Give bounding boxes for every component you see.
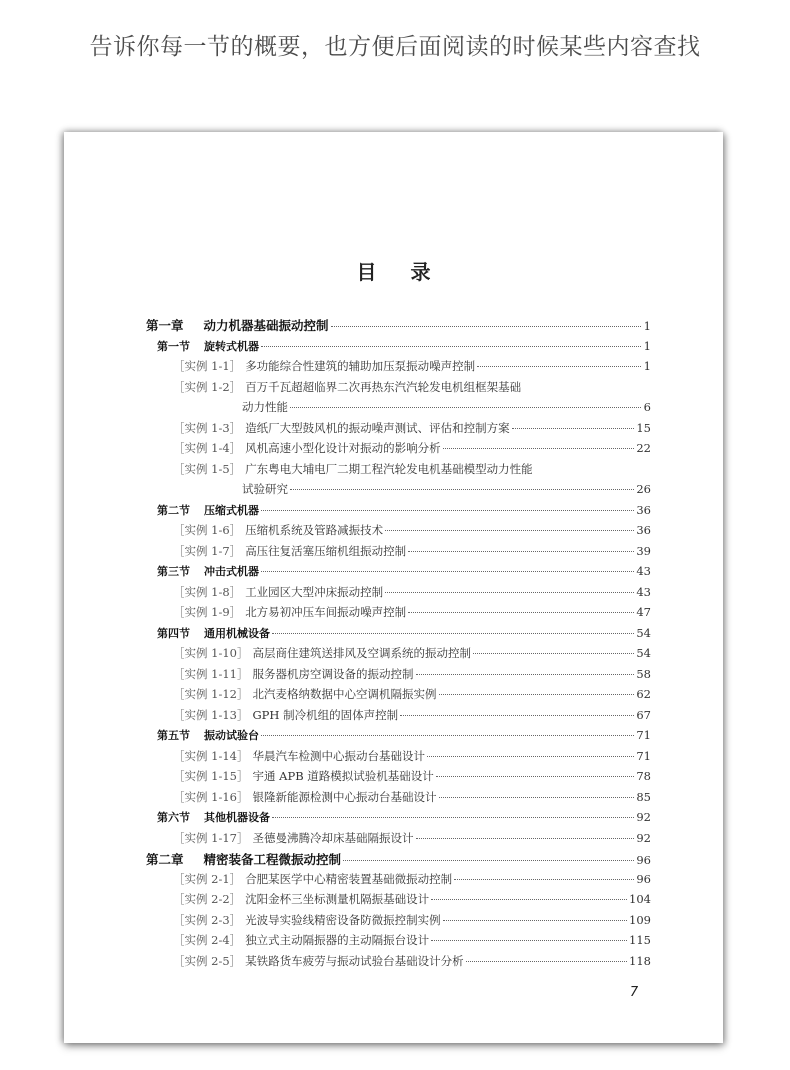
example-tag: ［实例 1-15］	[173, 769, 249, 783]
page-ref: 54	[636, 626, 651, 640]
toc-example[interactable]	[173, 789, 651, 807]
example-title: 合肥某医学中心精密装置基础微振动控制	[245, 872, 453, 886]
example-title: 宇通 APB 道路模拟试验机基础设计	[252, 769, 434, 783]
dot-leader	[261, 735, 634, 736]
example-tag: ［实例 1-6］	[173, 523, 242, 537]
example-tag: ［实例 1-11］	[173, 667, 249, 681]
toc-example[interactable]	[173, 953, 651, 971]
dot-leader	[439, 797, 635, 798]
example-tag: ［实例 1-5］	[173, 462, 242, 476]
toc-example[interactable]	[173, 645, 651, 663]
toc-example[interactable]	[173, 379, 651, 397]
example-tag: ［实例 1-17］	[173, 831, 249, 845]
dot-leader	[343, 860, 634, 861]
chapter-title: 精密装备工程微振动控制	[203, 852, 342, 867]
toc-section[interactable]	[157, 625, 651, 643]
page-ref: 78	[636, 769, 651, 783]
dot-leader	[385, 592, 634, 593]
example-tag: ［实例 1-12］	[173, 687, 249, 701]
example-title: 银隆新能源检测中心振动台基础设计	[252, 790, 437, 804]
dot-leader	[408, 551, 634, 552]
example-tag: ［实例 1-8］	[173, 585, 242, 599]
toc-example[interactable]	[173, 830, 651, 848]
toc-example[interactable]	[173, 420, 651, 438]
section-number: 第一节	[157, 340, 190, 353]
section-number: 第四节	[157, 627, 190, 640]
example-tag: ［实例 1-4］	[173, 441, 242, 455]
toc-example[interactable]	[173, 932, 651, 950]
example-title: 华晨汽车检测中心振动台基础设计	[252, 749, 425, 763]
dot-leader	[400, 715, 634, 716]
example-title: 沈阳金杯三坐标测量机隔振基础设计	[245, 892, 430, 906]
example-title: GPH 制冷机组的固体声控制	[252, 708, 399, 722]
example-title: 某铁路货车疲劳与振动试验台基础设计分析	[245, 954, 464, 968]
toc-example[interactable]	[173, 768, 651, 786]
page-ref: 1	[643, 359, 651, 373]
example-title: 广东粤电大埔电厂二期工程汽轮发电机基础模型动力性能	[245, 462, 533, 476]
toc-example[interactable]	[173, 358, 651, 376]
page-ref: 118	[629, 954, 651, 968]
toc-section[interactable]	[157, 502, 651, 520]
page-ref: 36	[636, 523, 651, 537]
toc-section[interactable]	[157, 563, 651, 581]
example-title-continued: 动力性能	[242, 400, 288, 414]
example-title: 北方易初冲压车间振动噪声控制	[245, 605, 407, 619]
page-ref: 1	[643, 319, 651, 333]
example-title: 光波导实验线精密设备防微振控制实例	[245, 913, 441, 927]
dot-leader	[431, 899, 627, 900]
example-tag: ［实例 2-5］	[173, 954, 242, 968]
toc-example[interactable]	[173, 912, 651, 930]
section-title: 通用机械设备	[204, 627, 270, 640]
toc-section[interactable]	[157, 727, 651, 745]
example-tag: ［实例 1-2］	[173, 380, 242, 394]
dot-leader	[473, 653, 634, 654]
example-tag: ［实例 1-14］	[173, 749, 249, 763]
page-ref: 104	[629, 892, 651, 906]
toc-example[interactable]	[173, 543, 651, 561]
dot-leader	[443, 448, 635, 449]
page-ref: 47	[636, 605, 651, 619]
page-ref: 58	[636, 667, 651, 681]
dot-leader	[454, 879, 634, 880]
example-tag: ［实例 1-10］	[173, 646, 249, 660]
toc-example[interactable]	[173, 584, 651, 602]
dot-leader	[272, 633, 634, 634]
toc-example[interactable]	[173, 440, 651, 458]
example-title: 压缩机系统及管路减振技术	[245, 523, 384, 537]
dot-leader	[431, 940, 627, 941]
page-ref: 36	[636, 503, 651, 517]
chapter-number: 第一章	[146, 318, 184, 333]
page-ref: 62	[636, 687, 651, 701]
dot-leader	[385, 530, 634, 531]
example-tag: ［实例 1-9］	[173, 605, 242, 619]
toc-example[interactable]	[173, 522, 651, 540]
dot-leader	[416, 838, 635, 839]
example-tag: ［实例 1-3］	[173, 421, 242, 435]
page-ref: 92	[636, 810, 651, 824]
toc-example[interactable]	[173, 871, 651, 889]
page-ref: 26	[636, 482, 651, 496]
toc-example[interactable]	[173, 666, 651, 684]
page-ref: 85	[636, 790, 651, 804]
dot-leader	[290, 407, 641, 408]
section-number: 第二节	[157, 504, 190, 517]
page-number: 7	[629, 985, 639, 1000]
dot-leader	[439, 694, 635, 695]
page-ref: 109	[629, 913, 651, 927]
dot-leader	[261, 571, 634, 572]
page-ref: 22	[636, 441, 651, 455]
example-title-continued: 试验研究	[242, 482, 288, 496]
page-ref: 6	[643, 400, 651, 414]
book-page	[64, 132, 723, 1043]
example-title: 百万千瓦超超临界二次再热东汽汽轮发电机组框架基础	[245, 380, 522, 394]
page-ref: 71	[636, 749, 651, 763]
page-ref: 115	[629, 933, 651, 947]
example-title: 北汽麦格纳数据中心空调机隔振实例	[252, 687, 437, 701]
example-tag: ［实例 2-4］	[173, 933, 242, 947]
toc-chapter[interactable]	[146, 316, 651, 334]
toc-section[interactable]	[157, 338, 651, 356]
dot-leader	[466, 961, 627, 962]
section-title: 旋转式机器	[204, 340, 259, 353]
section-title: 振动试验台	[204, 729, 259, 742]
dot-leader	[416, 674, 635, 675]
section-title: 其他机器设备	[204, 811, 270, 824]
toc-example[interactable]	[173, 686, 651, 704]
page-ref: 1	[643, 339, 651, 353]
example-title: 高压往复活塞压缩机组振动控制	[245, 544, 407, 558]
toc-title: 目录	[356, 260, 465, 284]
example-tag: ［实例 2-2］	[173, 892, 242, 906]
page-ref: 43	[636, 564, 651, 578]
example-title: 风机高速小型化设计对振动的影响分析	[245, 441, 441, 455]
example-tag: ［实例 1-13］	[173, 708, 249, 722]
page-ref: 67	[636, 708, 651, 722]
dot-leader	[408, 612, 634, 613]
example-title: 造纸厂大型鼓风机的振动噪声测试、评估和控制方案	[245, 421, 510, 435]
section-number: 第三节	[157, 565, 190, 578]
toc-example[interactable]	[173, 748, 651, 766]
dot-leader	[272, 817, 634, 818]
example-tag: ［实例 1-1］	[173, 359, 242, 373]
toc-section[interactable]	[157, 809, 651, 827]
section-number: 第六节	[157, 811, 190, 824]
page-ref: 71	[636, 728, 651, 742]
promo-caption: 告诉你每一节的概要，也方便后面阅读的时候某些内容查找	[89, 34, 701, 60]
section-title: 压缩式机器	[204, 504, 259, 517]
page-ref: 39	[636, 544, 651, 558]
toc-example[interactable]	[173, 461, 651, 479]
example-title: 圣德曼沸腾冷却床基础隔振设计	[252, 831, 414, 845]
example-title: 多功能综合性建筑的辅助加压泵振动噪声控制	[245, 359, 476, 373]
toc-example-continued[interactable]	[242, 481, 651, 499]
page-ref: 15	[636, 421, 651, 435]
page-ref: 43	[636, 585, 651, 599]
dot-leader	[290, 489, 634, 490]
toc-chapter[interactable]	[146, 850, 651, 868]
toc-example[interactable]	[173, 891, 651, 909]
dot-leader	[477, 366, 641, 367]
dot-leader	[427, 756, 634, 757]
dot-leader	[443, 920, 627, 921]
page-ref: 96	[636, 872, 651, 886]
section-title: 冲击式机器	[204, 565, 259, 578]
example-title: 独立式主动隔振器的主动隔振台设计	[245, 933, 430, 947]
dot-leader	[261, 510, 634, 511]
chapter-title: 动力机器基础振动控制	[203, 318, 329, 333]
example-title: 高层商住建筑送排风及空调系统的振动控制	[252, 646, 471, 660]
example-title: 服务器机房空调设备的振动控制	[252, 667, 414, 681]
toc-example[interactable]	[173, 707, 651, 725]
page-ref: 96	[636, 853, 651, 867]
dot-leader	[261, 346, 641, 347]
dot-leader	[436, 776, 635, 777]
toc-example[interactable]	[173, 604, 651, 622]
section-number: 第五节	[157, 729, 190, 742]
dot-leader	[331, 326, 641, 327]
example-tag: ［实例 1-16］	[173, 790, 249, 804]
page-ref: 54	[636, 646, 651, 660]
dot-leader	[512, 428, 635, 429]
chapter-number: 第二章	[146, 852, 184, 867]
example-tag: ［实例 2-3］	[173, 913, 242, 927]
example-tag: ［实例 2-1］	[173, 872, 242, 886]
example-tag: ［实例 1-7］	[173, 544, 242, 558]
example-title: 工业园区大型冲床振动控制	[245, 585, 384, 599]
toc-example-continued[interactable]	[242, 399, 651, 417]
page-ref: 92	[636, 831, 651, 845]
